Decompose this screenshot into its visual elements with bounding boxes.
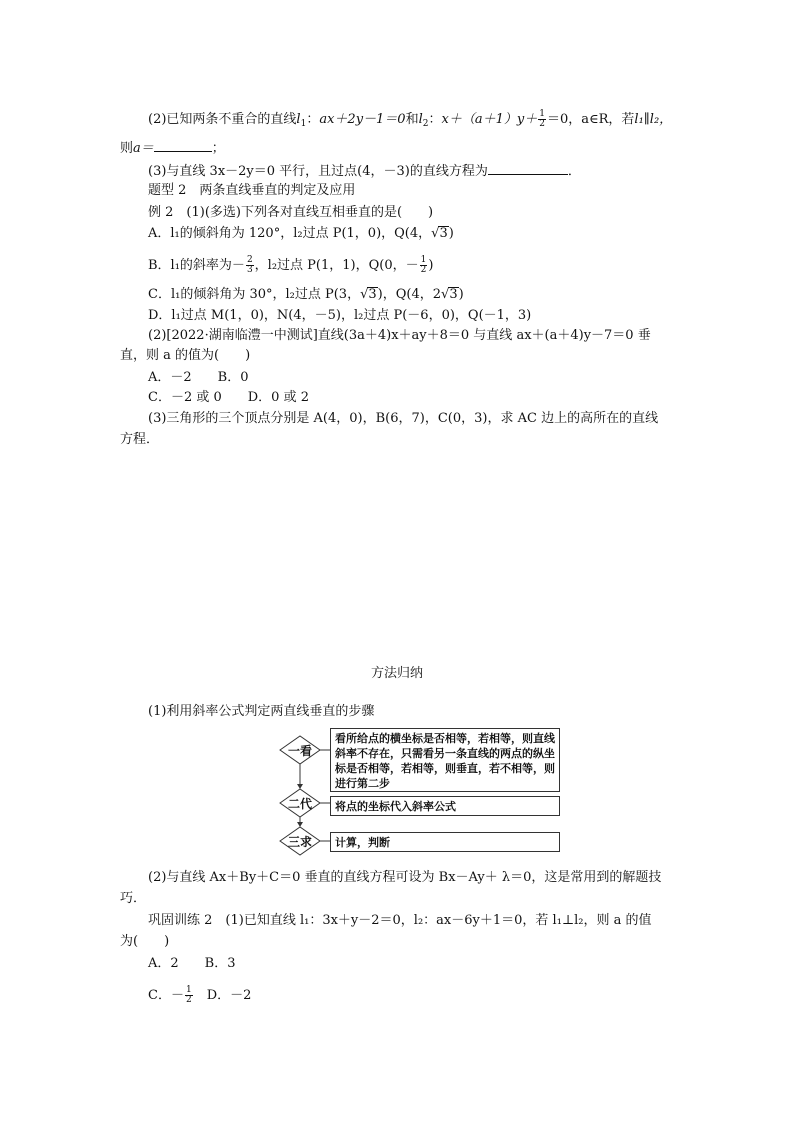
question-3-text: (3)与直线 3x－2y＝0 平行，且过点(4，－3)的直线方程为 bbox=[148, 164, 488, 179]
fraction-numerator: 2 bbox=[246, 255, 253, 265]
q2-text: (2)已知两条不重合的直线 bbox=[148, 112, 297, 127]
l2-symbol: l bbox=[418, 112, 423, 127]
sqrt-value: 3 bbox=[449, 287, 458, 302]
close-paren: ) bbox=[448, 226, 454, 241]
step-3-description: 计算，判断 bbox=[330, 832, 560, 852]
method-item-1: (1)利用斜率公式判定两直线垂直的步骤 bbox=[148, 704, 375, 719]
method-item-2-line-1: (2)与直线 Ax＋By＋C＝0 垂直的直线方程可设为 Bx－Ay＋ λ＝0，这是常用到的解题技 bbox=[148, 870, 662, 885]
semicolon: ； bbox=[211, 141, 225, 156]
fraction-numerator: 1 bbox=[185, 985, 192, 995]
example-2-part-2-options-CD: C．－2 或 0 D．0 或 2 bbox=[148, 390, 309, 405]
type-2-heading: 题型 2 两条直线垂直的判定及应用 bbox=[148, 183, 356, 198]
fraction-half bbox=[538, 110, 546, 129]
example-2-stem: 例 2 (1)(多选)下列各对直线互相垂直的是( ) bbox=[148, 205, 434, 220]
fraction-denominator: 2 bbox=[185, 995, 192, 1005]
sqrt-value: 3 bbox=[439, 226, 448, 241]
method-item-2-line-2: 巧． bbox=[120, 891, 147, 906]
option-B bbox=[148, 256, 433, 275]
a-equals: a＝ bbox=[133, 141, 154, 156]
option-D: D．l₁过点 M(1，0)，N(4，－5)，l₂过点 P(－6，0)，Q(－1，3) bbox=[148, 308, 532, 323]
step-1-label: 一看 bbox=[287, 744, 312, 758]
option-B-text-2: ，l₂过点 P(1，1)，Q(0，－ bbox=[254, 258, 419, 273]
question-2-line-1 bbox=[148, 110, 672, 132]
colon: ： bbox=[428, 112, 442, 127]
fraction-denominator: 2 bbox=[539, 119, 545, 129]
example-2-part-3-line-2: 方程． bbox=[120, 432, 160, 447]
question-2-line-2 bbox=[120, 140, 225, 157]
fraction bbox=[185, 986, 193, 1005]
answer-blank[interactable] bbox=[488, 163, 568, 175]
option-C: C．l₁的倾斜角为 30°，l₂过点 P(3，√3)，Q(4，2√3) bbox=[148, 287, 464, 302]
period: ． bbox=[567, 164, 581, 179]
l1-symbol: l bbox=[296, 112, 301, 127]
practice-2-line-2: 为( ) bbox=[120, 934, 170, 949]
fraction-numerator: 1 bbox=[539, 109, 545, 119]
fraction bbox=[246, 256, 254, 275]
step-2-description: 将点的坐标代入斜率公式 bbox=[330, 796, 560, 816]
colon: ： bbox=[306, 112, 320, 127]
equation-l2-part: x＋（a＋1）y＋ bbox=[441, 112, 538, 127]
and-word: 和 bbox=[405, 112, 419, 127]
option-A-text: A．l₁的倾斜角为 120°，l₂过点 P(1，0)，Q(4， bbox=[148, 226, 432, 241]
practice-2-line-1: 巩固训练 2 (1)已知直线 l₁：3x＋y－2＝0，l₂：ax－6y＋1＝0，若 l₁⊥l₂，则 a 的值 bbox=[148, 913, 652, 928]
answer-blank[interactable] bbox=[154, 140, 212, 152]
option-C-text: C．l₁的倾斜角为 30°，l₂过点 P(3， bbox=[148, 287, 361, 302]
option-B-text: B．l₁的斜率为－ bbox=[148, 258, 245, 273]
close-paren: ) bbox=[458, 287, 464, 302]
parallel-condition: l₁∥l₂， bbox=[634, 112, 673, 127]
equation-l1: ax＋2y－1＝0 bbox=[319, 112, 406, 127]
option-C-text-2: )，Q(4，2 bbox=[377, 287, 442, 302]
fraction bbox=[420, 256, 428, 275]
example-2-part-2-line-1: (2)[2022·湖南临澧一中测试]直线(3a＋4)x＋ay＋8＝0 与直线 ax＋(a＋4)y－7＝0 垂 bbox=[148, 328, 651, 343]
practice-2-options-AB: A．2 B．3 bbox=[148, 956, 236, 971]
equation-l2-rest: ＝0，a∈R，若 bbox=[546, 112, 635, 127]
fraction-denominator: 3 bbox=[246, 265, 253, 275]
close-paren: ) bbox=[428, 258, 434, 273]
example-2-part-2-line-2: 直，则 a 的值为( ) bbox=[120, 348, 251, 363]
then-word: 则 bbox=[120, 141, 134, 156]
sqrt-value: 3 bbox=[368, 287, 377, 302]
fraction-numerator: 1 bbox=[420, 255, 427, 265]
step-1-description: 看所给点的横坐标是否相等，若相等，则直线斜率不存在，只需看另一条直线的两点的纵坐标是否相等，若相等，则垂直，若不相等，则进行第二步 bbox=[330, 728, 560, 792]
step-3-label: 三求 bbox=[287, 835, 312, 849]
l1-subscript: 1 bbox=[300, 119, 307, 129]
l2-subscript: 2 bbox=[422, 119, 429, 129]
example-2-part-3-line-1: (3)三角形的三个顶点分别是 A(4，0)，B(6，7)，C(0，3)，求 AC 边上的高所在的直线 bbox=[148, 411, 659, 426]
step-2-label: 二代 bbox=[287, 797, 312, 811]
method-summary-title: 方法归纳 bbox=[370, 666, 423, 681]
option-C-text: C．－ bbox=[148, 988, 184, 1003]
fraction-denominator: 2 bbox=[420, 265, 427, 275]
example-2-part-2-options-AB: A．－2 B．0 bbox=[148, 370, 249, 385]
option-A: A．l₁的倾斜角为 120°，l₂过点 P(1，0)，Q(4，√3) bbox=[148, 226, 454, 241]
practice-2-options-CD bbox=[148, 986, 251, 1005]
flowchart bbox=[258, 728, 568, 858]
question-3 bbox=[148, 163, 581, 180]
option-D-text: D．－2 bbox=[193, 988, 252, 1003]
